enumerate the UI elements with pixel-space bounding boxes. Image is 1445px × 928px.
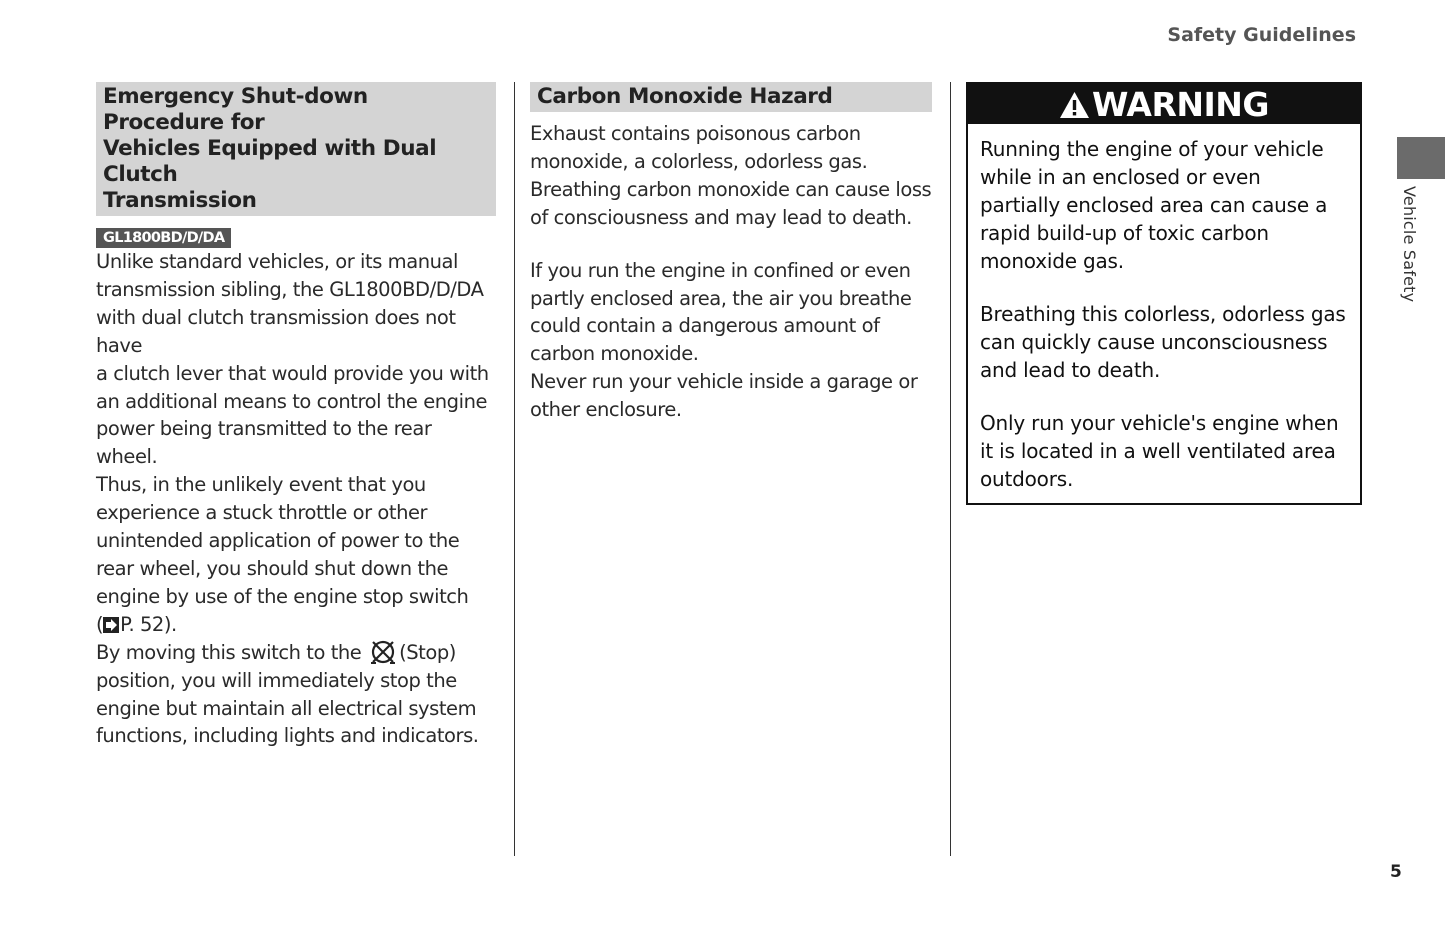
emergency-shutdown-heading [96, 82, 496, 216]
stop-switch-line [96, 639, 496, 667]
body-line: Thus, in the unlikely event that you [96, 473, 426, 497]
body-line: engine by use of the engine stop switch [96, 584, 469, 608]
column-rule-right [950, 82, 951, 856]
paragraph-gap [530, 232, 932, 257]
emergency-shutdown-body [96, 248, 496, 750]
body-line: Breathing carbon monoxide can cause loss [530, 177, 932, 201]
body-line: Never run your vehicle inside a garage or [530, 370, 918, 394]
body-line: carbon monoxide. [530, 342, 699, 366]
warning-header [968, 84, 1360, 124]
body-line: transmission sibling, the GL1800BD/D/DA [96, 277, 484, 301]
running-header: Safety Guidelines [1167, 24, 1356, 46]
body-line: power being transmitted to the rear wheel. [96, 417, 432, 469]
stop-line-after: (Stop) [399, 640, 456, 664]
model-tag: GL1800BD/D/DA [96, 228, 231, 248]
heading-line: Transmission [103, 188, 257, 213]
page-reference[interactable] [96, 611, 496, 639]
page-reference-text: P. 52). [120, 612, 177, 636]
body-line: monoxide, a colorless, odorless gas. [530, 149, 868, 173]
body-line: position, you will immediately stop the [96, 668, 457, 692]
warning-body [968, 124, 1360, 503]
engine-stop-icon [369, 639, 397, 665]
body-line: rear wheel, you should shut down the [96, 556, 449, 580]
body-line: other enclosure. [530, 398, 682, 422]
ref-open: ( [96, 612, 104, 636]
warning-line: Running the engine of your vehicle [980, 137, 1324, 161]
warning-title: WARNING [1092, 84, 1269, 124]
heading-line: Vehicles Equipped with Dual Clutch [103, 136, 437, 187]
body-line: partly enclosed area, the air you breathe [530, 286, 912, 310]
body-line: experience a stuck throttle or other [96, 501, 428, 525]
paragraph-gap [980, 384, 1348, 409]
carbon-monoxide-heading: Carbon Monoxide Hazard [530, 82, 932, 112]
left-column [96, 82, 496, 750]
page-number: 5 [1390, 862, 1402, 882]
warning-line: it is located in a well ventilated area [980, 439, 1336, 463]
paragraph-gap [980, 275, 1348, 300]
warning-line: monoxide gas. [980, 249, 1124, 273]
body-line: an additional means to control the engine [96, 389, 488, 413]
heading-line: Emergency Shut-down Procedure for [103, 84, 368, 135]
body-line: If you run the engine in confined or even [530, 258, 911, 282]
warning-line: Breathing this colorless, odorless gas [980, 302, 1346, 326]
body-line: unintended application of power to the [96, 529, 460, 553]
section-tab-label: Vehicle Safety [1400, 186, 1419, 303]
warning-box [966, 82, 1362, 505]
warning-line: partially enclosed area can cause a [980, 193, 1328, 217]
warning-line: Only run your vehicle's engine when [980, 411, 1339, 435]
warning-triangle-icon [1059, 91, 1090, 119]
body-line: could contain a dangerous amount of [530, 314, 880, 338]
page-reference-icon [103, 617, 119, 633]
body-line: functions, including lights and indicators. [96, 724, 479, 748]
body-line: Exhaust contains poisonous carbon [530, 122, 861, 145]
body-line: Unlike standard vehicles, or its manual [96, 250, 459, 273]
warning-line: rapid build-up of toxic carbon [980, 221, 1269, 245]
warning-line: can quickly cause unconsciousness [980, 330, 1328, 354]
warning-line: and lead to death. [980, 358, 1161, 382]
body-line: with dual clutch transmission does not have [96, 305, 456, 357]
middle-column [530, 82, 932, 424]
stop-line-before: By moving this switch to the [96, 640, 362, 664]
carbon-monoxide-body [530, 120, 932, 424]
body-line: a clutch lever that would provide you with [96, 361, 489, 385]
section-tab[interactable] [1397, 137, 1445, 179]
column-rule-left [514, 82, 515, 856]
warning-line: while in an enclosed or even [980, 165, 1261, 189]
right-column [966, 82, 1367, 505]
warning-line: outdoors. [980, 467, 1074, 491]
body-line: of consciousness and may lead to death. [530, 205, 912, 229]
body-line: engine but maintain all electrical system [96, 696, 477, 720]
